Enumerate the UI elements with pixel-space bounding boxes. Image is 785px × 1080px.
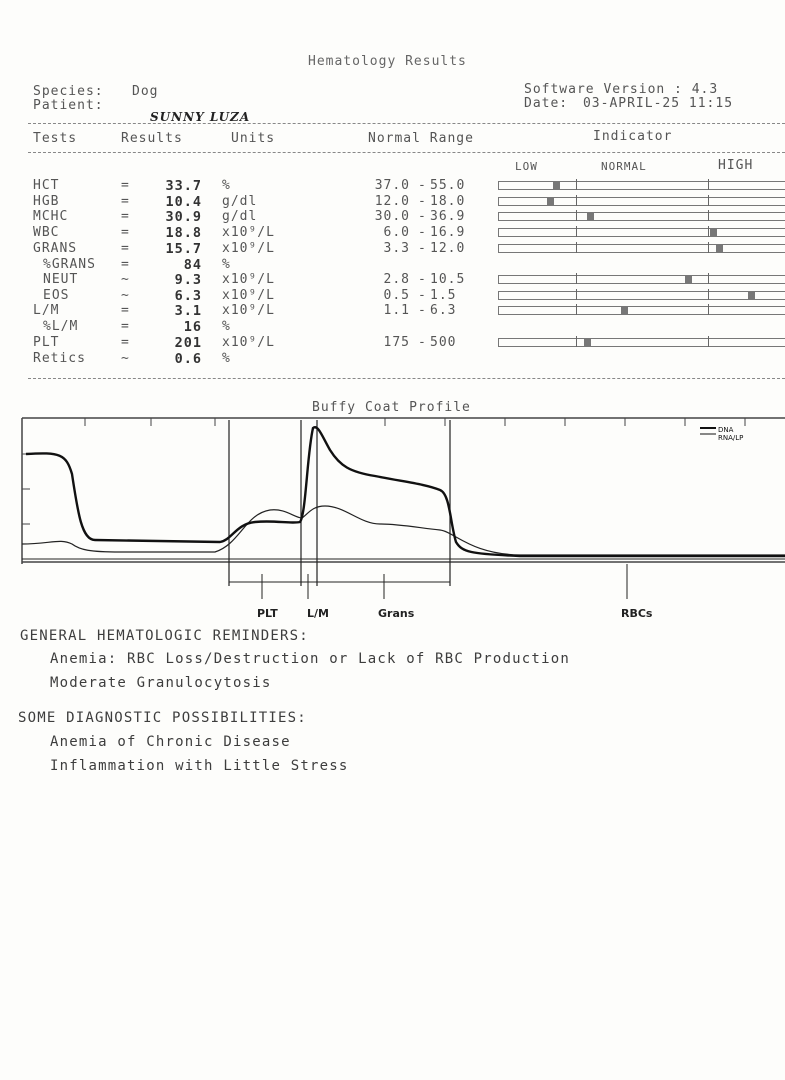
row-unit: x10⁹/L: [222, 241, 275, 256]
row-result: 84: [183, 257, 202, 273]
row-range-low: 37.0: [374, 178, 410, 193]
indicator-marker: [587, 212, 594, 220]
row-operator: =: [121, 178, 130, 193]
col-indicator: Indicator: [593, 129, 673, 144]
row-operator: ~: [121, 272, 130, 287]
species-label: Species:: [33, 84, 104, 99]
indicator-marker: [547, 197, 554, 205]
row-unit: %: [222, 351, 231, 366]
row-unit: x10⁹/L: [222, 288, 275, 303]
row-range-high: 36.9: [430, 209, 466, 224]
indicator-tick: [576, 273, 577, 284]
row-unit: x10⁹/L: [222, 335, 275, 350]
row-indicator-bar: [498, 275, 785, 284]
row-indicator-bar: [498, 244, 785, 253]
row-result: 30.9: [165, 209, 202, 225]
indicator-tick: [708, 195, 709, 206]
row-unit: %: [222, 178, 231, 193]
indicator-tick: [576, 242, 577, 253]
row-operator: =: [121, 209, 130, 224]
reminder-item-2: Moderate Granulocytosis: [50, 675, 272, 691]
row-result: 6.3: [174, 288, 202, 304]
row-range-high: 55.0: [430, 178, 466, 193]
col-normal-range: Normal Range: [368, 131, 474, 146]
indicator-track: [498, 197, 785, 206]
row-unit: g/dl: [222, 209, 258, 224]
row-test-name: HCT: [33, 178, 60, 193]
row-unit: %: [222, 257, 231, 272]
indicator-tick: [708, 273, 709, 284]
row-operator: =: [121, 194, 130, 209]
indicator-tick: [576, 336, 577, 347]
diagnostic-item-2: Inflammation with Little Stress: [50, 758, 349, 774]
row-range-dash: -: [418, 335, 427, 350]
indicator-tick: [576, 304, 577, 315]
row-range-dash: -: [418, 288, 427, 303]
indicator-track: [498, 338, 785, 347]
indicator-track: [498, 181, 785, 190]
indicator-track: [498, 306, 785, 315]
row-test-name: WBC: [33, 225, 60, 240]
row-operator: =: [121, 303, 130, 318]
row-unit: %: [222, 319, 231, 334]
row-range-low: 6.0: [383, 225, 410, 240]
indicator-tick: [708, 304, 709, 315]
row-range-low: 30.0: [374, 209, 410, 224]
profile-title: Buffy Coat Profile: [312, 400, 471, 415]
indicator-tick: [576, 226, 577, 237]
software-version-label: [524, 82, 718, 97]
indicator-marker: [716, 244, 723, 252]
indicator-tick: [576, 289, 577, 300]
col-results: Results: [121, 131, 183, 146]
software-label: Software Version :: [524, 82, 683, 97]
row-unit: g/dl: [222, 194, 258, 209]
row-operator: =: [121, 241, 130, 256]
row-range-high: 18.0: [430, 194, 466, 209]
row-result: 16: [183, 319, 202, 335]
indicator-tick: [708, 242, 709, 253]
row-result: 3.1: [174, 303, 202, 319]
row-result: 18.8: [165, 225, 202, 241]
legend-dna: DNA: [718, 426, 734, 434]
date-line: [524, 96, 733, 111]
row-result: 9.3: [174, 272, 202, 288]
row-range-dash: -: [418, 209, 427, 224]
species-value: Dog: [132, 84, 159, 99]
indicator-marker: [685, 275, 692, 283]
reminders-heading: GENERAL HEMATOLOGIC REMINDERS:: [20, 628, 309, 644]
row-test-name: L/M: [33, 303, 60, 318]
indicator-tick: [576, 179, 577, 190]
date-value: 03-APRIL-25 11:15: [582, 96, 734, 111]
row-test-name: %L/M: [43, 319, 79, 334]
col-tests: Tests: [33, 131, 78, 146]
row-operator: =: [121, 319, 130, 334]
row-indicator-bar: [498, 197, 785, 206]
row-indicator-bar: [498, 228, 785, 237]
row-test-name: PLT: [33, 335, 60, 350]
date-label: Date:: [524, 96, 569, 111]
row-range-low: 1.1: [383, 303, 410, 318]
row-range-high: 10.5: [430, 272, 466, 287]
row-result: 15.7: [165, 241, 202, 257]
diagnostic-item-1: Anemia of Chronic Disease: [50, 734, 291, 750]
row-range-dash: -: [418, 178, 427, 193]
columns-rule: [28, 152, 785, 153]
header-rule: [28, 123, 785, 124]
row-test-name: NEUT: [43, 272, 79, 287]
indicator-high: HIGH: [718, 158, 754, 173]
indicator-tick: [708, 289, 709, 300]
row-range-high: 12.0: [430, 241, 466, 256]
patient-name-handwritten: SUNNY LUZA: [150, 110, 251, 124]
row-range-high: 16.9: [430, 225, 466, 240]
indicator-track: [498, 228, 785, 237]
col-units: Units: [231, 131, 276, 146]
indicator-marker: [748, 291, 755, 299]
row-test-name: %GRANS: [43, 257, 96, 272]
row-range-dash: -: [418, 303, 427, 318]
row-test-name: HGB: [33, 194, 60, 209]
row-range-low: 3.3: [383, 241, 410, 256]
software-version: 4.3: [691, 82, 719, 97]
row-range-dash: -: [418, 272, 427, 287]
indicator-tick: [708, 226, 709, 237]
row-result: 10.4: [165, 194, 202, 210]
indicator-marker: [621, 306, 628, 314]
row-result: 33.7: [165, 178, 202, 194]
indicator-tick: [576, 195, 577, 206]
zone-plt-label: PLT: [257, 607, 278, 620]
row-test-name: MCHC: [33, 209, 69, 224]
indicator-tick: [576, 210, 577, 221]
legend-rna: RNA/LP: [718, 434, 744, 442]
row-range-high: 500: [430, 335, 457, 350]
indicator-track: [498, 244, 785, 253]
row-operator: =: [121, 225, 130, 240]
indicator-marker: [710, 228, 717, 236]
row-indicator-bar: [498, 306, 785, 315]
row-test-name: EOS: [43, 288, 70, 303]
row-range-low: 12.0: [374, 194, 410, 209]
row-operator: ~: [121, 351, 130, 366]
row-operator: ~: [121, 288, 130, 303]
zone-grans-label: Grans: [378, 607, 415, 620]
zone-lm-label: L/M: [307, 607, 329, 620]
row-range-dash: -: [418, 241, 427, 256]
table-bottom-rule: [28, 378, 785, 379]
row-result: 0.6: [174, 351, 202, 367]
row-range-high: 6.3: [430, 303, 457, 318]
indicator-marker: [553, 181, 560, 189]
row-unit: x10⁹/L: [222, 272, 275, 287]
row-indicator-bar: [498, 212, 785, 221]
row-range-low: 0.5: [383, 288, 410, 303]
row-indicator-bar: [498, 338, 785, 347]
indicator-track: [498, 212, 785, 221]
row-test-name: GRANS: [33, 241, 78, 256]
row-range-low: 2.8: [383, 272, 410, 287]
indicator-tick: [708, 179, 709, 190]
row-range-dash: -: [418, 194, 427, 209]
row-operator: =: [121, 257, 130, 272]
row-indicator-bar: [498, 181, 785, 190]
row-range-dash: -: [418, 225, 427, 240]
indicator-marker: [584, 338, 591, 346]
row-unit: x10⁹/L: [222, 225, 275, 240]
buffy-coat-profile-chart: [0, 414, 785, 624]
indicator-normal: NORMAL: [601, 160, 647, 173]
row-result: 201: [174, 335, 202, 351]
indicator-tick: [708, 336, 709, 347]
diagnostics-heading: SOME DIAGNOSTIC POSSIBILITIES:: [18, 710, 307, 726]
zone-rbcs-label: RBCs: [621, 607, 653, 620]
reminder-item-1: Anemia: RBC Loss/Destruction or Lack of RBC Production: [50, 651, 570, 667]
row-operator: =: [121, 335, 130, 350]
indicator-track: [498, 275, 785, 284]
patient-label: Patient:: [33, 98, 104, 113]
row-range-high: 1.5: [430, 288, 457, 303]
indicator-tick: [708, 210, 709, 221]
indicator-track: [498, 291, 785, 300]
row-indicator-bar: [498, 291, 785, 300]
row-test-name: Retics: [33, 351, 86, 366]
row-unit: x10⁹/L: [222, 303, 275, 318]
row-range-low: 175: [383, 335, 410, 350]
report-title: Hematology Results: [308, 54, 467, 69]
indicator-low: LOW: [515, 160, 538, 173]
